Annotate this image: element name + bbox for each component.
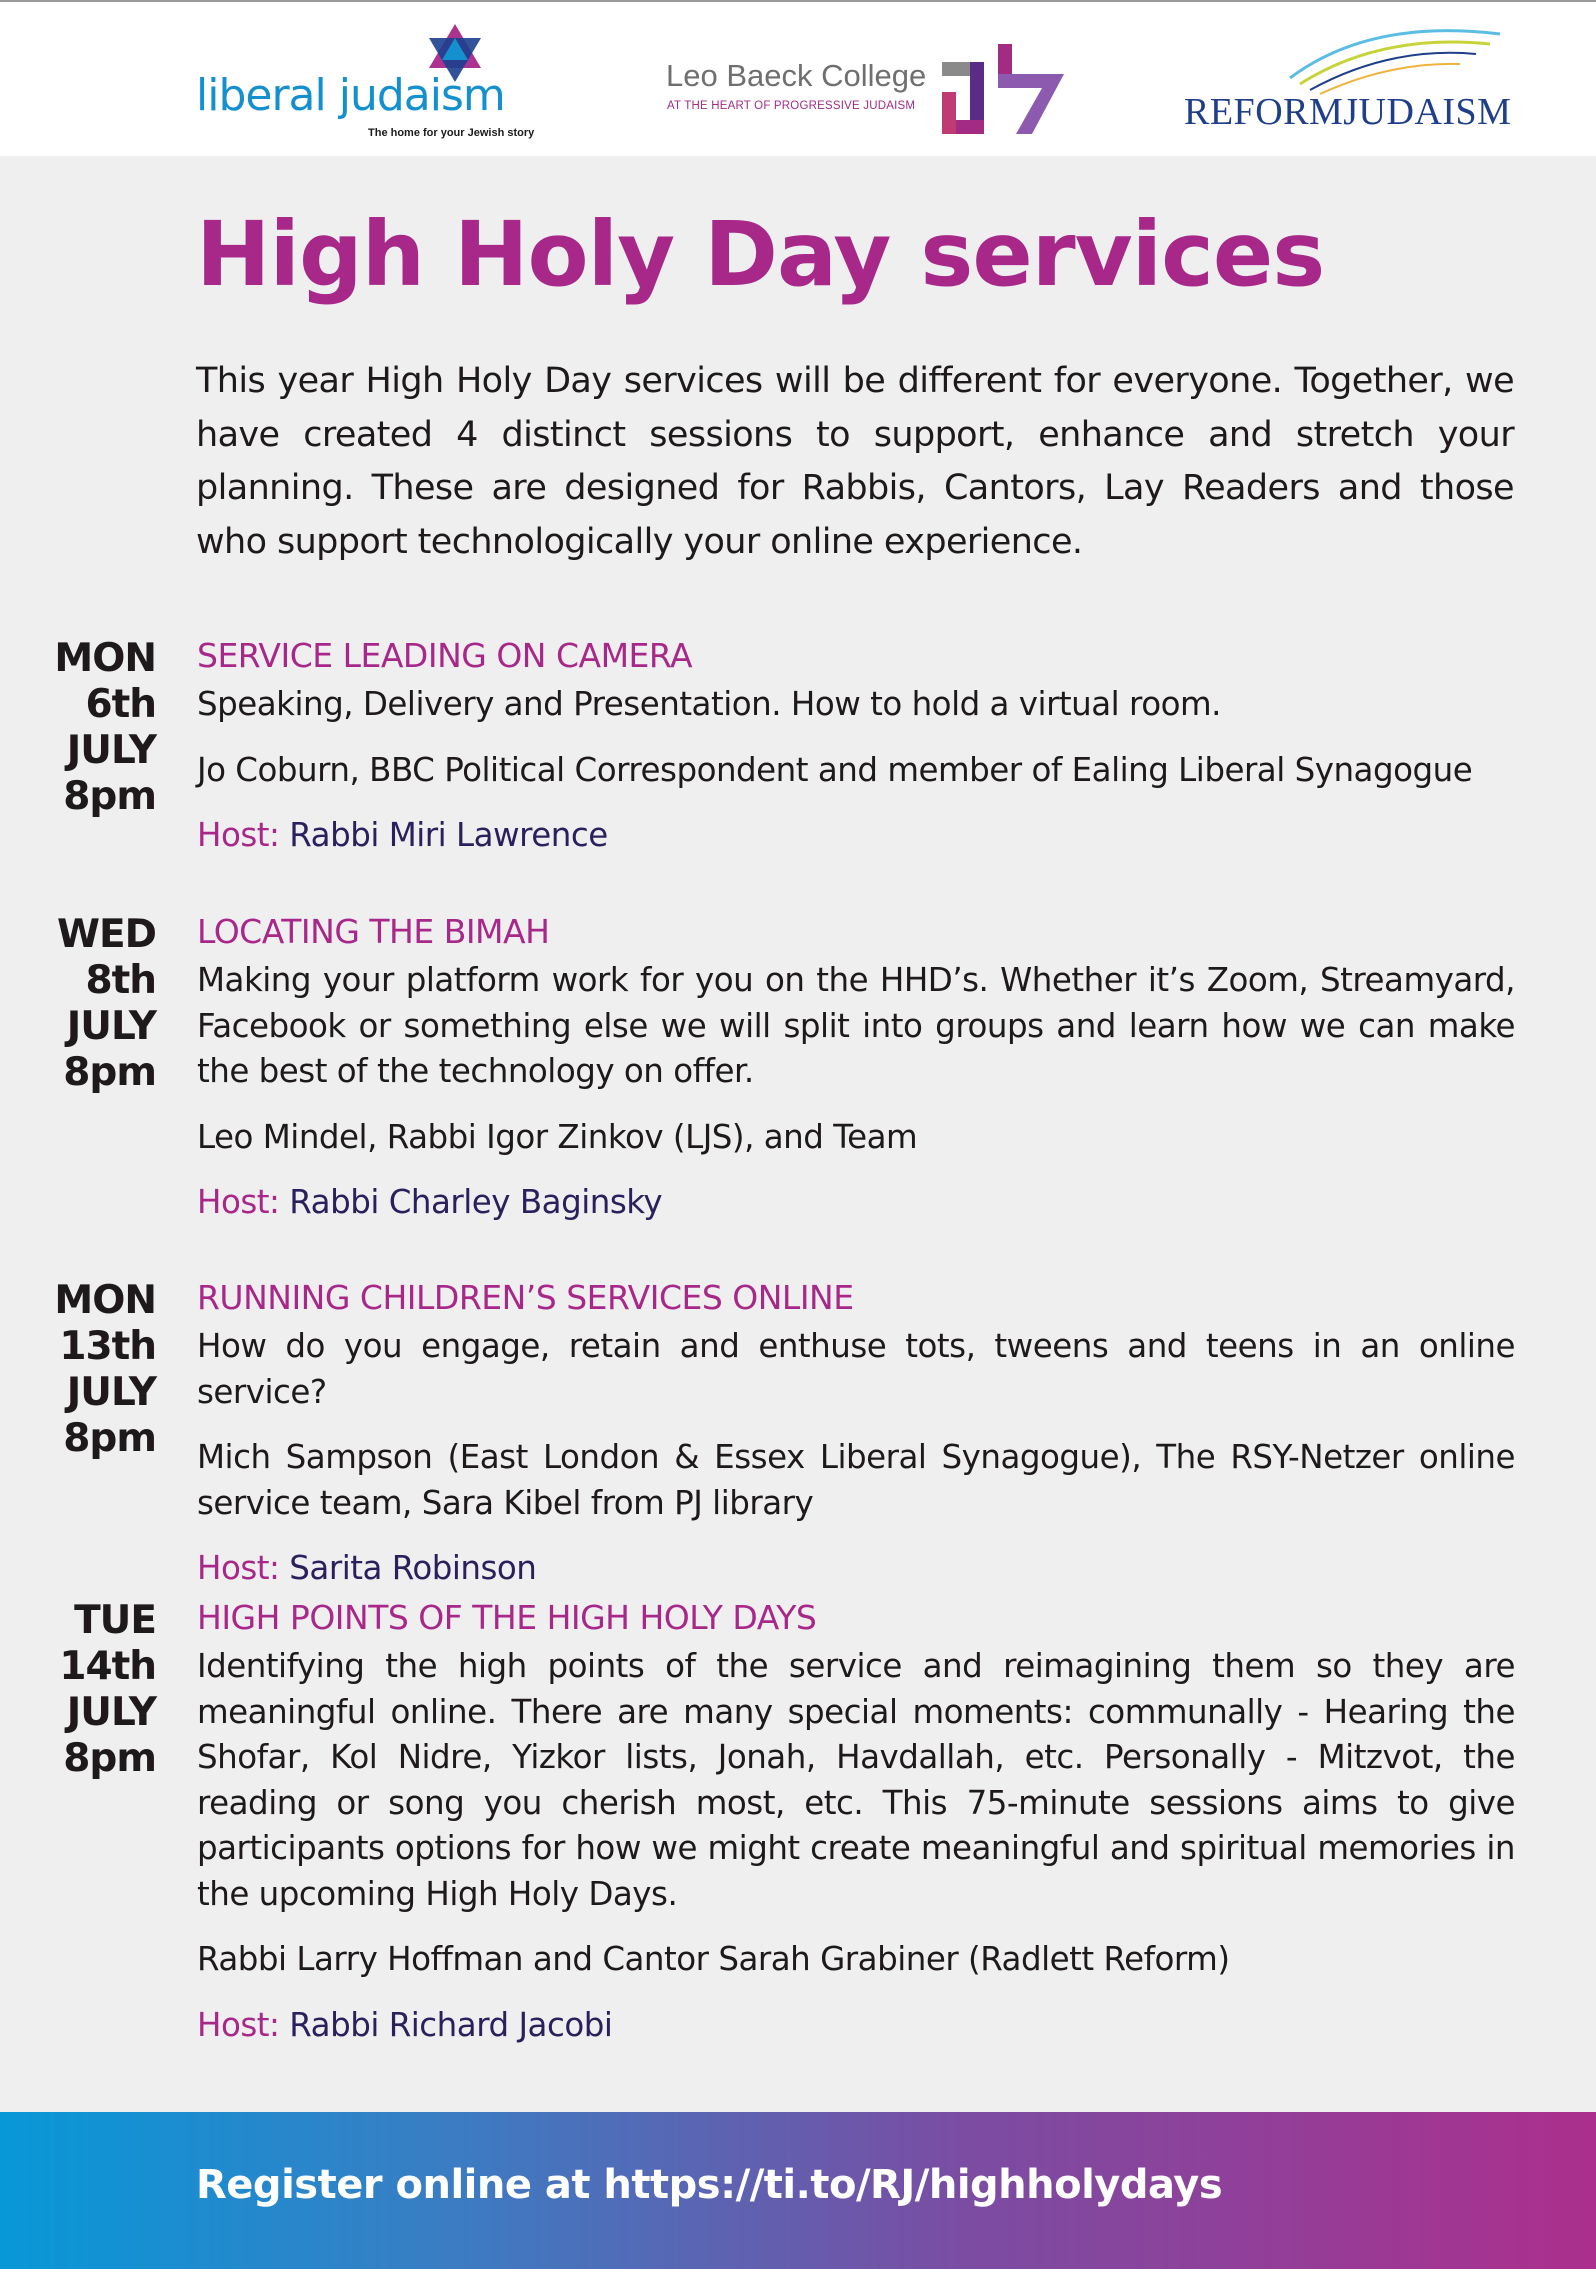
session-day: TUE — [74, 1598, 156, 1643]
leo-baeck-tagline: AT THE HEART OF PROGRESSIVE JUDAISM — [667, 100, 916, 112]
session-date — [40, 912, 156, 1096]
session-date — [40, 636, 156, 820]
session-host — [197, 1180, 1515, 1225]
session-title: LOCATING THE BIMAH — [197, 912, 550, 951]
session-day: MON — [54, 1278, 156, 1323]
reform-judaism-logo[interactable] — [1180, 28, 1520, 148]
session-presenters: Mich Sampson (East London & Essex Liberal Synagogue), The RSY-Netzer online service team, Sara Kibel from PJ library — [197, 1438, 1515, 1522]
session-day-number: 14th — [59, 1644, 156, 1689]
host-name: Rabbi Charley Baginsky — [289, 1183, 663, 1221]
session-host — [197, 1546, 1515, 1591]
session-time: 8pm — [63, 1736, 156, 1781]
registration-footer — [0, 2112, 1596, 2269]
host-name: Rabbi Richard Jacobi — [289, 2005, 613, 2044]
session-day-number: 6th — [85, 682, 156, 727]
session-title: SERVICE LEADING ON CAMERA — [197, 636, 693, 675]
session-day-number: 8th — [85, 958, 156, 1003]
session-date — [40, 1598, 156, 1782]
intro-paragraph: This year High Holy Day services will be different for everyone. Together, we have created 4 distinct sessions to support, enhance and stretch your planning. These are designed for Rabbis, Cantors, Lay Readers and those who support technologically your online experience. — [196, 361, 1514, 562]
session-time: 8pm — [63, 774, 156, 819]
session-time: 8pm — [63, 1050, 156, 1095]
session-day: WED — [56, 912, 156, 957]
session-title: RUNNING CHILDREN’S SERVICES ONLINE — [197, 1278, 854, 1317]
leo-baeck-college-logo[interactable] — [666, 42, 1076, 142]
page-title: High Holy Day services — [196, 202, 1325, 306]
registration-link[interactable]: Register online at https://ti.to/RJ/highholydays — [196, 2162, 1223, 2208]
session-description: Speaking, Delivery and Presentation. How to hold a virtual room. — [197, 685, 1221, 723]
session-description: Identifying the high points of the service and reimagining them so they are meaningful online. There are many special moments: communally - Hearing the Shofar, Kol Nidre, Yizkor lists, Jonah, Havdallah, etc. Personally - Mitzvot, the reading or song you cherish most, etc. This 75-minute sessions aims to give participants options for how we might create meaningful and spiritual memories in the upcoming High Holy Days. — [197, 1647, 1515, 1913]
session-presenters: Jo Coburn, BBC Political Correspondent and member of Ealing Liberal Synagogue — [197, 750, 1473, 789]
host-label: Host: — [197, 1183, 280, 1221]
host-label: Host: — [197, 816, 280, 854]
liberal-judaism-tagline: The home for your Jewish story — [368, 127, 535, 139]
session-month: JULY — [66, 1004, 156, 1049]
session-details — [197, 1278, 1515, 1591]
leo-baeck-wordmark: Leo Baeck College — [666, 58, 927, 93]
host-name: Sarita Robinson — [289, 1549, 537, 1587]
session-details — [197, 912, 1515, 1225]
session-day-number: 13th — [59, 1324, 156, 1369]
session-host — [197, 2003, 1515, 2048]
session-host — [197, 813, 1515, 858]
session-description: How do you engage, retain and enthuse tots, tweens and teens in an online service? — [197, 1327, 1515, 1411]
liberal-judaism-wordmark: liberal judaism — [196, 70, 505, 121]
session-month: JULY — [66, 728, 156, 773]
session-details — [197, 636, 1515, 858]
logo-header — [0, 2, 1596, 156]
session-day: MON — [54, 636, 156, 681]
liberal-judaism-logo[interactable] — [196, 22, 546, 147]
session-presenters: Leo Mindel, Rabbi Igor Zinkov (LJS), and Team — [197, 1117, 918, 1156]
session-title: HIGH POINTS OF THE HIGH HOLY DAYS — [197, 1598, 817, 1637]
session-description: Making your platform work for you on the HHD’s. Whether it’s Zoom, Streamyard, Facebook or something else we will split into groups and learn how we can make the best of the technology on offer. — [197, 961, 1515, 1090]
session-month: JULY — [66, 1690, 156, 1735]
session-presenters: Rabbi Larry Hoffman and Cantor Sarah Grabiner (Radlett Reform) — [197, 1940, 1230, 1978]
reform-judaism-wordmark: REFORMJUDAISM — [1184, 91, 1512, 133]
session-date — [40, 1278, 156, 1462]
session-time: 8pm — [63, 1416, 156, 1461]
host-label: Host: — [197, 2005, 280, 2044]
session-month: JULY — [66, 1370, 156, 1415]
host-name: Rabbi Miri Lawrence — [289, 816, 608, 854]
host-label: Host: — [197, 1549, 280, 1587]
session-details — [197, 1598, 1515, 2048]
leo-baeck-mark-icon — [936, 42, 1076, 138]
